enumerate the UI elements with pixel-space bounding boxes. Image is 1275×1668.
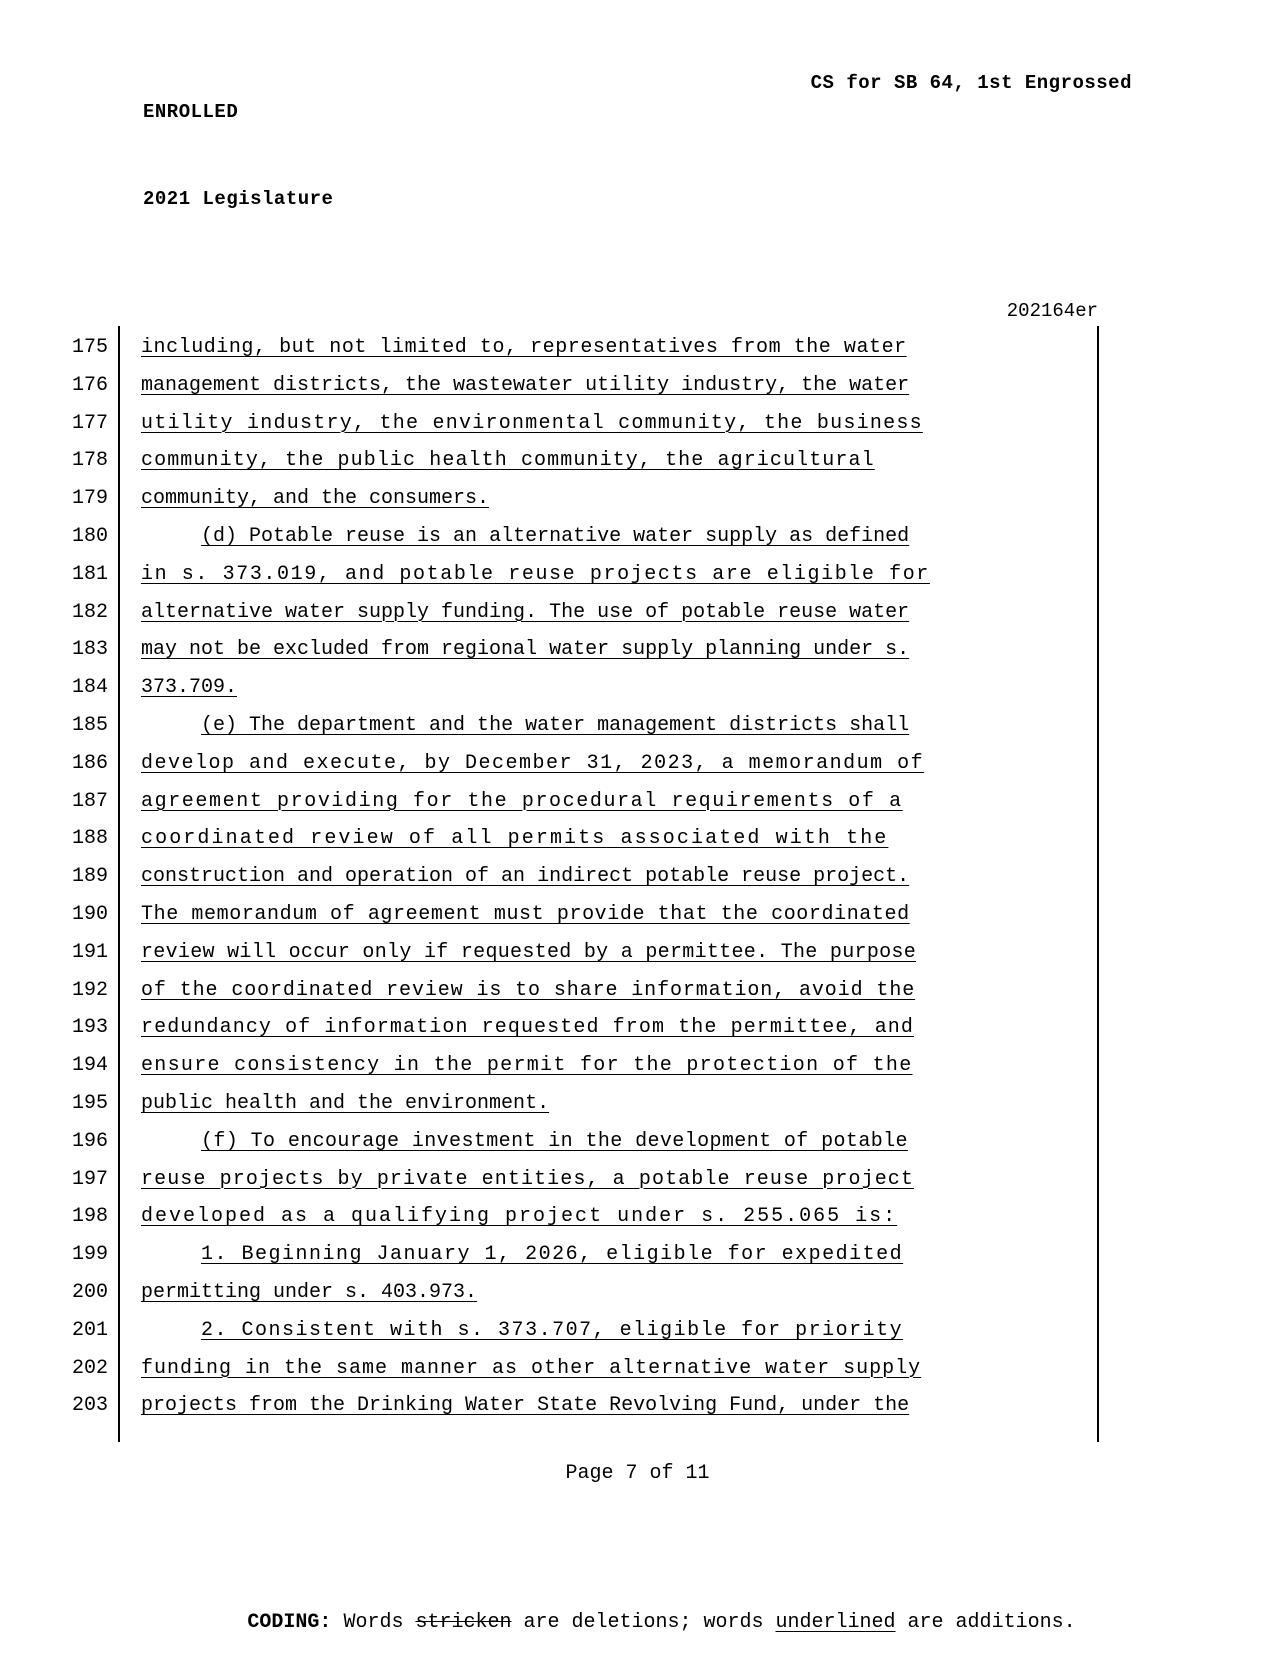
line-number: 197 (71, 1167, 108, 1191)
line-content (141, 1353, 1086, 1384)
line-number: 180 (71, 524, 108, 548)
text-line (0, 1088, 1275, 1126)
line-number: 187 (71, 789, 108, 813)
line-number: 194 (71, 1054, 108, 1078)
text-line (0, 1164, 1275, 1202)
line-number: 203 (71, 1394, 108, 1418)
legislature-session: 2021 Legislature (143, 188, 334, 210)
coding-underlined-sample: underlined (775, 1611, 896, 1634)
line-body-text: alternative water supply funding. The use of potable reuse water (141, 600, 910, 624)
line-number: 193 (71, 1016, 108, 1040)
line-content (141, 634, 1086, 665)
line-indent (141, 525, 201, 548)
line-body-text: including, but not limited to, representatives from the water (141, 336, 907, 359)
text-line (0, 861, 1275, 899)
text-line (0, 672, 1275, 710)
line-number: 182 (71, 600, 108, 624)
line-body-text: developed as a qualifying project under s. 255.065 is: (141, 1205, 898, 1229)
line-body-text: may not be excluded from regional water supply planning under s. (141, 638, 910, 662)
line-body-text: utility industry, the environmental community, the business (141, 411, 923, 435)
line-content (141, 1050, 1086, 1081)
line-number: 189 (71, 865, 108, 889)
line-content (141, 445, 1086, 476)
line-content (141, 408, 1086, 439)
line-number: 188 (71, 827, 108, 851)
line-body-text: 1. Beginning January 1, 2026, eligible for expedited (201, 1243, 904, 1267)
line-body-text: public health and the environment. (141, 1091, 550, 1115)
text-line (0, 975, 1275, 1013)
text-line (0, 899, 1275, 937)
line-content (141, 483, 1086, 514)
line-body-text: management districts, the wastewater utility industry, the water (141, 373, 910, 397)
line-number: 176 (71, 373, 108, 397)
text-line (0, 937, 1275, 975)
text-line (0, 786, 1275, 824)
line-body-text: develop and execute, by December 31, 2023, a memorandum of (141, 751, 925, 775)
page-number: Page 7 of 11 (565, 1462, 710, 1485)
line-body-text: The memorandum of agreement must provide that the coordinated (141, 902, 910, 926)
line-body-text: 2. Consistent with s. 373.707, eligible for priority (201, 1318, 904, 1342)
line-indent (141, 1130, 201, 1153)
coding-stricken-sample: stricken (415, 1611, 512, 1634)
text-line (0, 1315, 1275, 1353)
text-line (0, 597, 1275, 635)
text-line (0, 1126, 1275, 1164)
text-line (0, 634, 1275, 672)
numbered-text-lines (0, 332, 1275, 1428)
line-content (141, 1315, 1086, 1346)
line-body-text: 373.709. (141, 676, 238, 700)
line-body-text: review will occur only if requested by a permittee. The purpose (141, 940, 917, 964)
line-body-text: (e) The department and the water management districts shall (201, 713, 910, 737)
coding-label: CODING: (247, 1611, 332, 1634)
coding-legend (0, 1578, 1275, 1668)
line-body-text: redundancy of information requested from the permittee, and (141, 1016, 915, 1040)
line-number: 200 (71, 1280, 108, 1304)
line-content (141, 1164, 1086, 1195)
text-line (0, 1201, 1275, 1239)
line-number: 196 (71, 1129, 108, 1153)
text-line (0, 521, 1275, 559)
page-header (143, 40, 1132, 272)
line-body-text: in s. 373.019, and potable reuse projects are eligible for (141, 562, 930, 586)
line-content (141, 786, 1086, 817)
header-left-block (143, 40, 333, 272)
line-number: 185 (71, 713, 108, 737)
line-body-text: community, the public health community, the agricultural (141, 449, 875, 473)
line-content (141, 1390, 1086, 1421)
line-content (141, 672, 1086, 703)
text-line (0, 823, 1275, 861)
line-body-text: projects from the Drinking Water State Revolving Fund, under the (141, 1394, 910, 1418)
text-line (0, 1390, 1275, 1428)
line-content (141, 937, 1086, 968)
line-indent (141, 714, 201, 737)
line-content (141, 1201, 1086, 1232)
line-body-text: permitting under s. 403.973. (141, 1280, 478, 1304)
line-number: 179 (71, 487, 108, 511)
line-body-text: of the coordinated review is to share information, avoid the (141, 978, 916, 1002)
line-content (141, 1012, 1086, 1043)
line-number: 199 (71, 1243, 108, 1267)
line-body-text: construction and operation of an indirect potable reuse project. (141, 865, 910, 889)
line-content (141, 1088, 1086, 1119)
line-content (141, 597, 1086, 628)
text-line (0, 559, 1275, 597)
line-content (141, 861, 1086, 892)
line-number: 186 (71, 751, 108, 775)
text-line (0, 332, 1275, 370)
text-line (0, 483, 1275, 521)
line-body-text: ensure consistency in the permit for the protection of the (141, 1054, 913, 1078)
text-line (0, 1012, 1275, 1050)
line-number: 178 (71, 449, 108, 473)
line-number: 181 (71, 562, 108, 586)
line-number: 191 (71, 940, 108, 964)
line-number: 202 (71, 1356, 108, 1380)
line-body-text: (d) Potable reuse is an alternative water supply as defined (201, 524, 910, 548)
text-line (0, 748, 1275, 786)
line-indent (141, 1243, 201, 1266)
line-content (141, 521, 1086, 552)
line-body-text: (f) To encourage investment in the development of potable (201, 1129, 908, 1153)
coding-text-2: are deletions; words (511, 1611, 776, 1634)
line-content (141, 1277, 1086, 1308)
line-content (141, 748, 1086, 779)
line-content (141, 332, 1086, 363)
text-line (0, 370, 1275, 408)
line-content (141, 899, 1086, 930)
line-number: 175 (71, 336, 108, 359)
line-content (141, 975, 1086, 1006)
line-number: 198 (71, 1205, 108, 1229)
bill-reference: CS for SB 64, 1st Engrossed (810, 72, 1132, 94)
line-number: 190 (71, 902, 108, 926)
line-number: 184 (71, 676, 108, 700)
coding-text-3: are additions. (895, 1611, 1076, 1634)
line-content (141, 1239, 1086, 1270)
line-body-text: reuse projects by private entities, a potable reuse project (141, 1167, 915, 1191)
line-number: 183 (71, 638, 108, 662)
body-frame (0, 326, 1275, 1442)
text-line (0, 445, 1275, 483)
line-number: 195 (71, 1091, 108, 1115)
line-body-text: community, and the consumers. (141, 487, 490, 511)
line-content (141, 710, 1086, 741)
text-line (0, 1050, 1275, 1088)
line-body-text: funding in the same manner as other alternative water supply (141, 1356, 922, 1380)
text-line (0, 1277, 1275, 1315)
document-id: 202164er (1006, 300, 1098, 322)
text-line (0, 1239, 1275, 1277)
line-content (141, 559, 1086, 590)
line-content (141, 823, 1086, 854)
line-number: 192 (71, 978, 108, 1002)
enrolled-status: ENROLLED (143, 101, 239, 123)
line-number: 201 (71, 1318, 108, 1342)
line-body-text: coordinated review of all permits associated with the (141, 827, 889, 851)
text-line (0, 408, 1275, 446)
line-content (141, 1126, 1086, 1157)
line-content (141, 370, 1086, 401)
coding-text-1: Words (331, 1611, 416, 1634)
line-number: 177 (71, 411, 108, 435)
text-line (0, 1353, 1275, 1391)
line-body-text: agreement providing for the procedural requirements of a (141, 789, 903, 813)
text-line (0, 710, 1275, 748)
line-indent (141, 1319, 201, 1342)
